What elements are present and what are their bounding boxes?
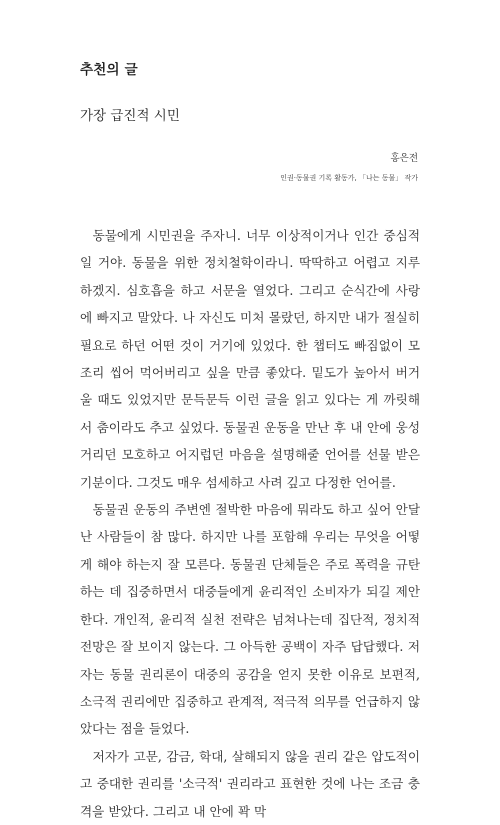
- author-name: 홍은전: [390, 153, 418, 164]
- essay-title: 가장 급진적 시민: [80, 108, 180, 124]
- body-paragraph-3: 저자가 고문, 감금, 학대, 살해되지 않을 권리 같은 압도적이고 중대한 권리를 '소극적' 권리라고 표현한 것에 나는 조금 충격을 받았다. 그리고 내 안에 꽉 막: [80, 748, 420, 819]
- body-text: [80, 222, 420, 825]
- author-block: [280, 152, 418, 185]
- body-paragraph-1: 동물에게 시민권을 주자니. 너무 이상적이거나 인간 중심적일 거야. 동물을 위한 정치철학이라니. 딱딱하고 어렵고 지루하겠지. 심호흡을 하고 서문을 열었다. 그리고 순식간에 사랑에 빠지고 말았다. 나 자신도 미처 몰랐던, 하지만 내가 절실히 필요로 하던 어떤 것이 거기에 있었다. 한 챕터도 빠짐없이 모조리 씹어 먹어버리고 싶을 만큼 좋았다. 밑도가 높아서 버거울 때도 있었지만 문득문득 이런 글을 읽고 있다는 게 까릿해서 춤이라도 추고 싶었다. 동물권 운동을 만난 후 내 안에 웅성거리던 모호하고 어지럽던 마음을 설명해줄 언어를 선물 받은 기분이다. 그것도 매우 섬세하고 사려 깊고 다정한 언어를.: [80, 228, 420, 490]
- section-label: 추천의 글: [80, 62, 138, 78]
- body-paragraph-2: 동물권 운동의 주변엔 절박한 마음에 뭐라도 하고 싶어 안달 난 사람들이 참 많다. 하지만 나를 포함해 우리는 무엇을 어떻게 해야 하는지 잘 모른다. 동물권 단체들은 주로 폭력을 규탄하는 데 집중하면서 대중들에게 윤리적인 소비자가 되길 제안한다. 개인적, 윤리적 실천 전략은 넘쳐나는데 집단적, 정치적 전망은 잘 보이지 않는다. 그 아득한 공백이 자주 답답했다. 저자는 동물 권리론이 대중의 공감을 얻지 못한 이유로 보편적, 소극적 권리에만 집중하고 관계적, 적극적 의무를 언급하지 않았다는 점을 들었다.: [80, 502, 420, 737]
- author-role: 인권·동물권 기록 활동가, 「나는 동물」 작가: [280, 174, 418, 182]
